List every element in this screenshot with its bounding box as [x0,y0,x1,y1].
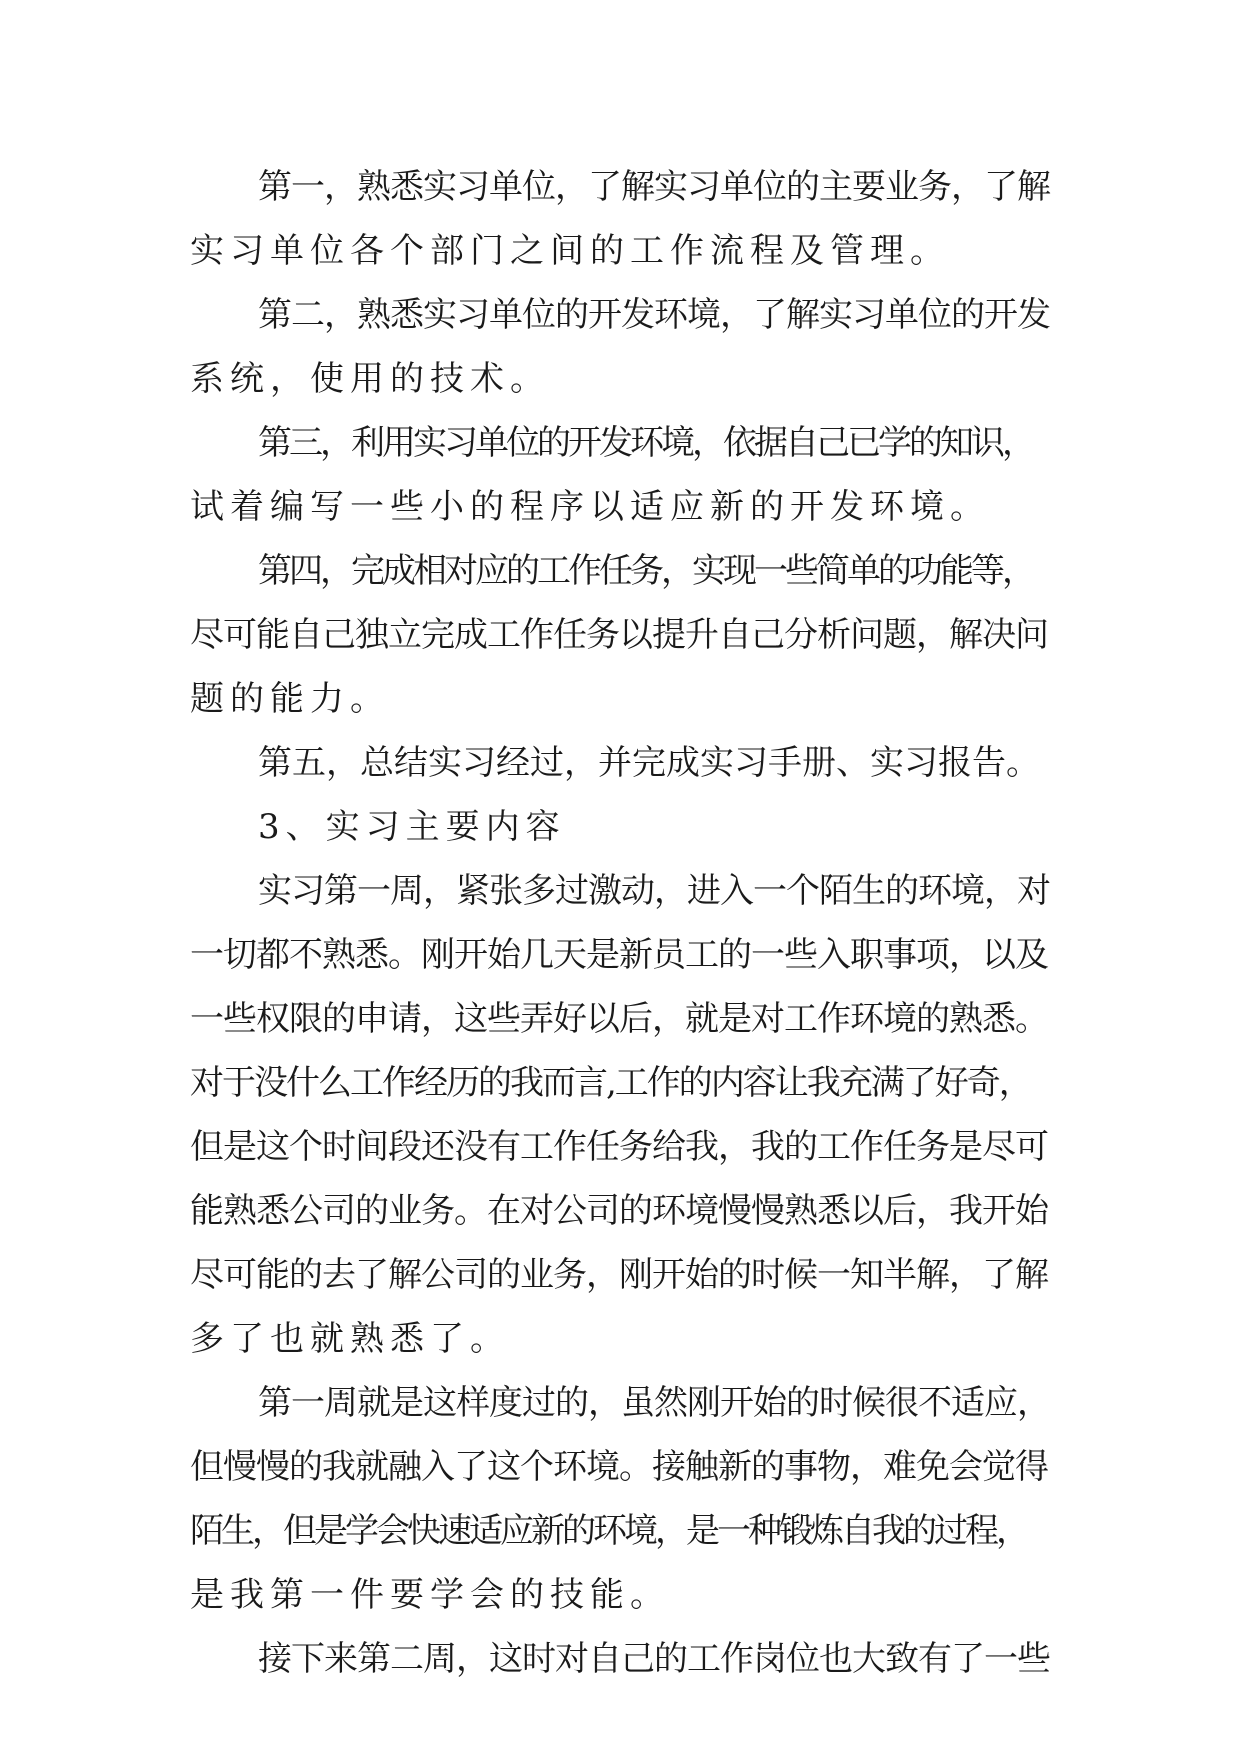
text-line: 系统，使用的技术。 [190,359,550,399]
text-line: 多了也就熟悉了。 [190,1319,510,1359]
text-line: 对于没什么工作经历的我而言,工作的内容让我充满了好奇， [190,1063,1031,1103]
text-line: 接下来第二周，这时对自己的工作岗位也大致有了一些 [258,1639,1050,1679]
text-line: 第一，熟悉实习单位，了解实习单位的主要业务，了解 [258,167,1050,207]
text-line: 题的能力。 [190,679,390,719]
text-line: 第二，熟悉实习单位的开发环境，了解实习单位的开发 [258,295,1050,335]
text-line: 第五，总结实习经过，并完成实习手册、实习报告。 [258,743,1040,783]
text-line: 一些权限的申请，这些弄好以后，就是对工作环境的熟悉。 [190,999,1048,1039]
text-line: 但是这个时间段还没有工作任务给我，我的工作任务是尽可 [190,1127,1048,1167]
text-line: 3、实习主要内容 [258,807,566,847]
text-line: 第三，利用实习单位的开发环境，依据自己已学的知识， [258,423,1033,463]
text-line: 能熟悉公司的业务。在对公司的环境慢慢熟悉以后，我开始 [190,1191,1048,1231]
text-line: 实习单位各个部门之间的工作流程及管理。 [190,231,950,271]
text-line: 是我第一件要学会的技能。 [190,1575,670,1615]
text-line: 第一周就是这样度过的，虽然刚开始的时候很不适应， [258,1383,1050,1423]
text-line: 第四，完成相对应的工作任务，实现一些简单的功能等， [258,551,1033,591]
text-line: 陌生，但是学会快速适应新的环境，是一种锻炼自我的过程， [190,1511,1027,1551]
text-line: 试着编写一些小的程序以适应新的开发环境。 [190,487,990,527]
text-line: 尽可能的去了解公司的业务，刚开始的时候一知半解，了解 [190,1255,1048,1295]
text-line: 尽可能自己独立完成工作任务以提升自己分析问题，解决问 [190,615,1048,655]
document-body [190,155,1050,1691]
text-line: 但慢慢的我就融入了这个环境。接触新的事物，难免会觉得 [190,1447,1048,1487]
text-line: 实习第一周，紧张多过激动，进入一个陌生的环境，对 [258,871,1050,911]
text-line: 一切都不熟悉。刚开始几天是新员工的一些入职事项，以及 [190,935,1048,975]
